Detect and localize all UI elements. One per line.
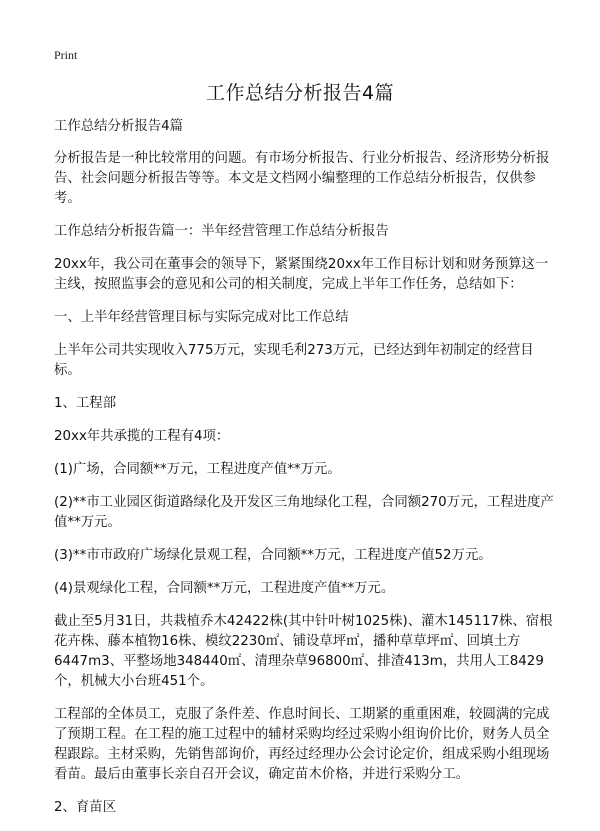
list-item: (3)**市市政府广场绿化景观工程，合同额**万元，工程进度产值52万元。: [54, 548, 492, 563]
document-title: 工作总结分析报告4篇: [205, 82, 395, 104]
subsection-heading: 2、育苗区: [54, 800, 117, 815]
body-paragraph: 工程部的全体员工，克服了条件差、作息时间长、工期紧的重重困难，较圆满的完成了预期工程。在工程的施工过程中的辅材采购均经过采购小组询价比价，财务人员全程跟踪。主材采购，先销售部询价，再经过经理办公会讨论定价，组成采购小组现场看苗。最后由董事长亲自召开会议，确定苗木价格，并进行采购分工。: [54, 707, 550, 782]
body-paragraph: 20xx年，我公司在董事会的领导下，紧紧围绕20xx年工作目标计划和财务预算这一主线，按照监事会的意见和公司的相关制度，完成上半年工作任务，总结如下：: [54, 257, 549, 292]
section-heading: 一、上半年经营管理目标与实际完成对比工作总结: [54, 310, 349, 325]
print-link[interactable]: Print: [54, 48, 78, 62]
list-item: (4)景观绿化工程，合同额**万元，工程进度产值**万元。: [54, 581, 395, 596]
subsection-heading: 1、工程部: [54, 396, 117, 411]
report-subtitle: 工作总结分析报告4篇: [54, 119, 184, 134]
body-paragraph: 截止至5月31日，共栽植乔木42422株(其中针叶树1025株)、灌木145117株、宿根花卉株、藤本植物16株、模纹2230㎡、铺设草坪㎡，播种草草坪㎡、回填土方6447m3、平整场地348440㎡、清理杂草96800㎡、排渣413m，共用人工8429个，机械大小台班451个。: [54, 614, 553, 689]
body-paragraph: 20xx年共承揽的工程有4项：: [54, 429, 230, 444]
list-item: (2)**市工业园区街道路绿化及开发区三角地绿化工程，合同额270万元，工程进度产值**万元。: [54, 495, 554, 530]
document-body: [54, 117, 554, 831]
intro-paragraph: 分析报告是一种比较常用的问题。有市场分析报告、行业分析报告、经济形势分析报告、社会问题分析报告等等。本文是文档网小编整理的工作总结分析报告，仅供参考。: [54, 151, 550, 206]
body-paragraph: 上半年公司共实现收入775万元，实现毛利273万元，已经达到年初制定的经营目标。: [54, 343, 534, 378]
section-heading: 工作总结分析报告篇一：半年经营管理工作总结分析报告: [54, 224, 389, 239]
list-item: (1)广场，合同额**万元，工程进度产值**万元。: [54, 462, 341, 477]
